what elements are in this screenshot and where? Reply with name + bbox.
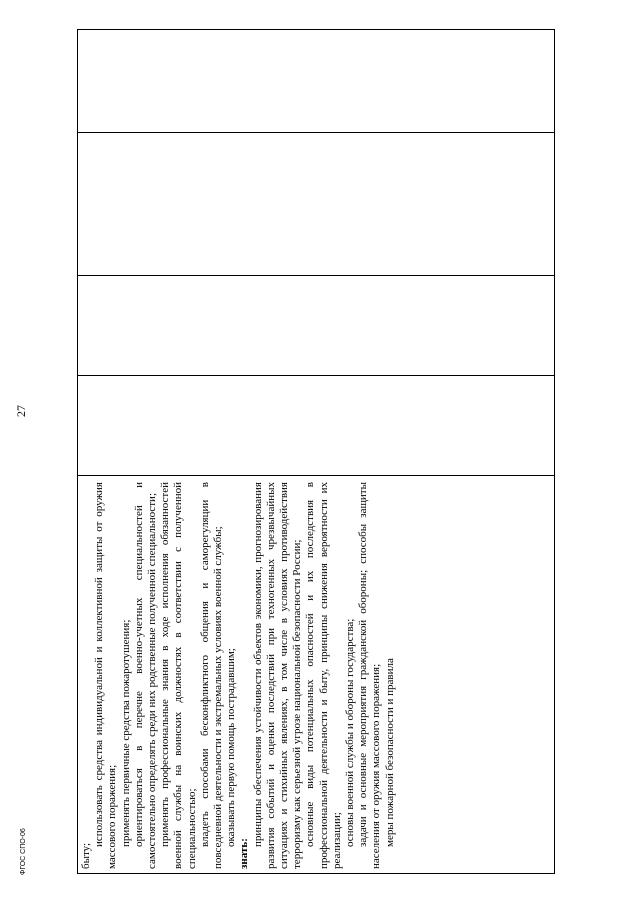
page-number: 27: [14, 405, 28, 417]
text-paragraph: оказывать первую помощь пострадавшим;: [225, 648, 238, 847]
table-cell-empty: [78, 30, 554, 132]
text-paragraph: применять профессиональные знания в ходе исполнения обязанностей военной службы на воинских должностях в соответствии с полученной специальностью;: [159, 482, 198, 869]
table-cell-competencies: [78, 475, 554, 873]
text-paragraph: быту;: [80, 842, 92, 869]
text-paragraph: основы военной службы и обороны государства;: [344, 618, 357, 847]
text-paragraph: использовать средства индивидуальной и коллективной защиты от оружия массового поражения;: [93, 482, 119, 869]
text-paragraph: применять первичные средства пожаротушения;: [119, 619, 132, 847]
text-paragraph: меры пожарной безопасности и правила: [383, 658, 396, 847]
table-cell-empty: [78, 275, 554, 375]
footer-label: ФГОС СПО-06: [20, 828, 27, 875]
text-paragraph: владеть способами бесконфликтного общения и саморегуляции в повседневной деятельности и экстремальных условиях военной службы;: [198, 482, 225, 869]
table-cell-empty: [78, 375, 554, 475]
table-cell-empty: [78, 132, 554, 275]
curriculum-table: [77, 29, 555, 874]
section-heading: знать:: [238, 838, 251, 869]
text-paragraph: ориентироваться в перечне военно-учетных специальностей и самостоятельно определять среди них родственные полученной специальности;: [132, 482, 159, 869]
text-paragraph: основные виды потенциальных опасностей и их последствия в профессиональной деятельности и быту, принципы снижения вероятности их реализации;: [304, 482, 343, 869]
text-paragraph: принципы обеспечения устойчивости объектов экономики, прогнозирования развития событий и оценки последствий при техногенных чрезвычайных ситуациях и стихийных явлениях, в том числе в условиях противодействия терроризму как серьезной угрозе национальной безопасности России;: [251, 482, 304, 869]
text-paragraph: задачи и основные мероприятия гражданской обороны; способы защиты населения от оружия массового поражения;: [357, 482, 383, 869]
